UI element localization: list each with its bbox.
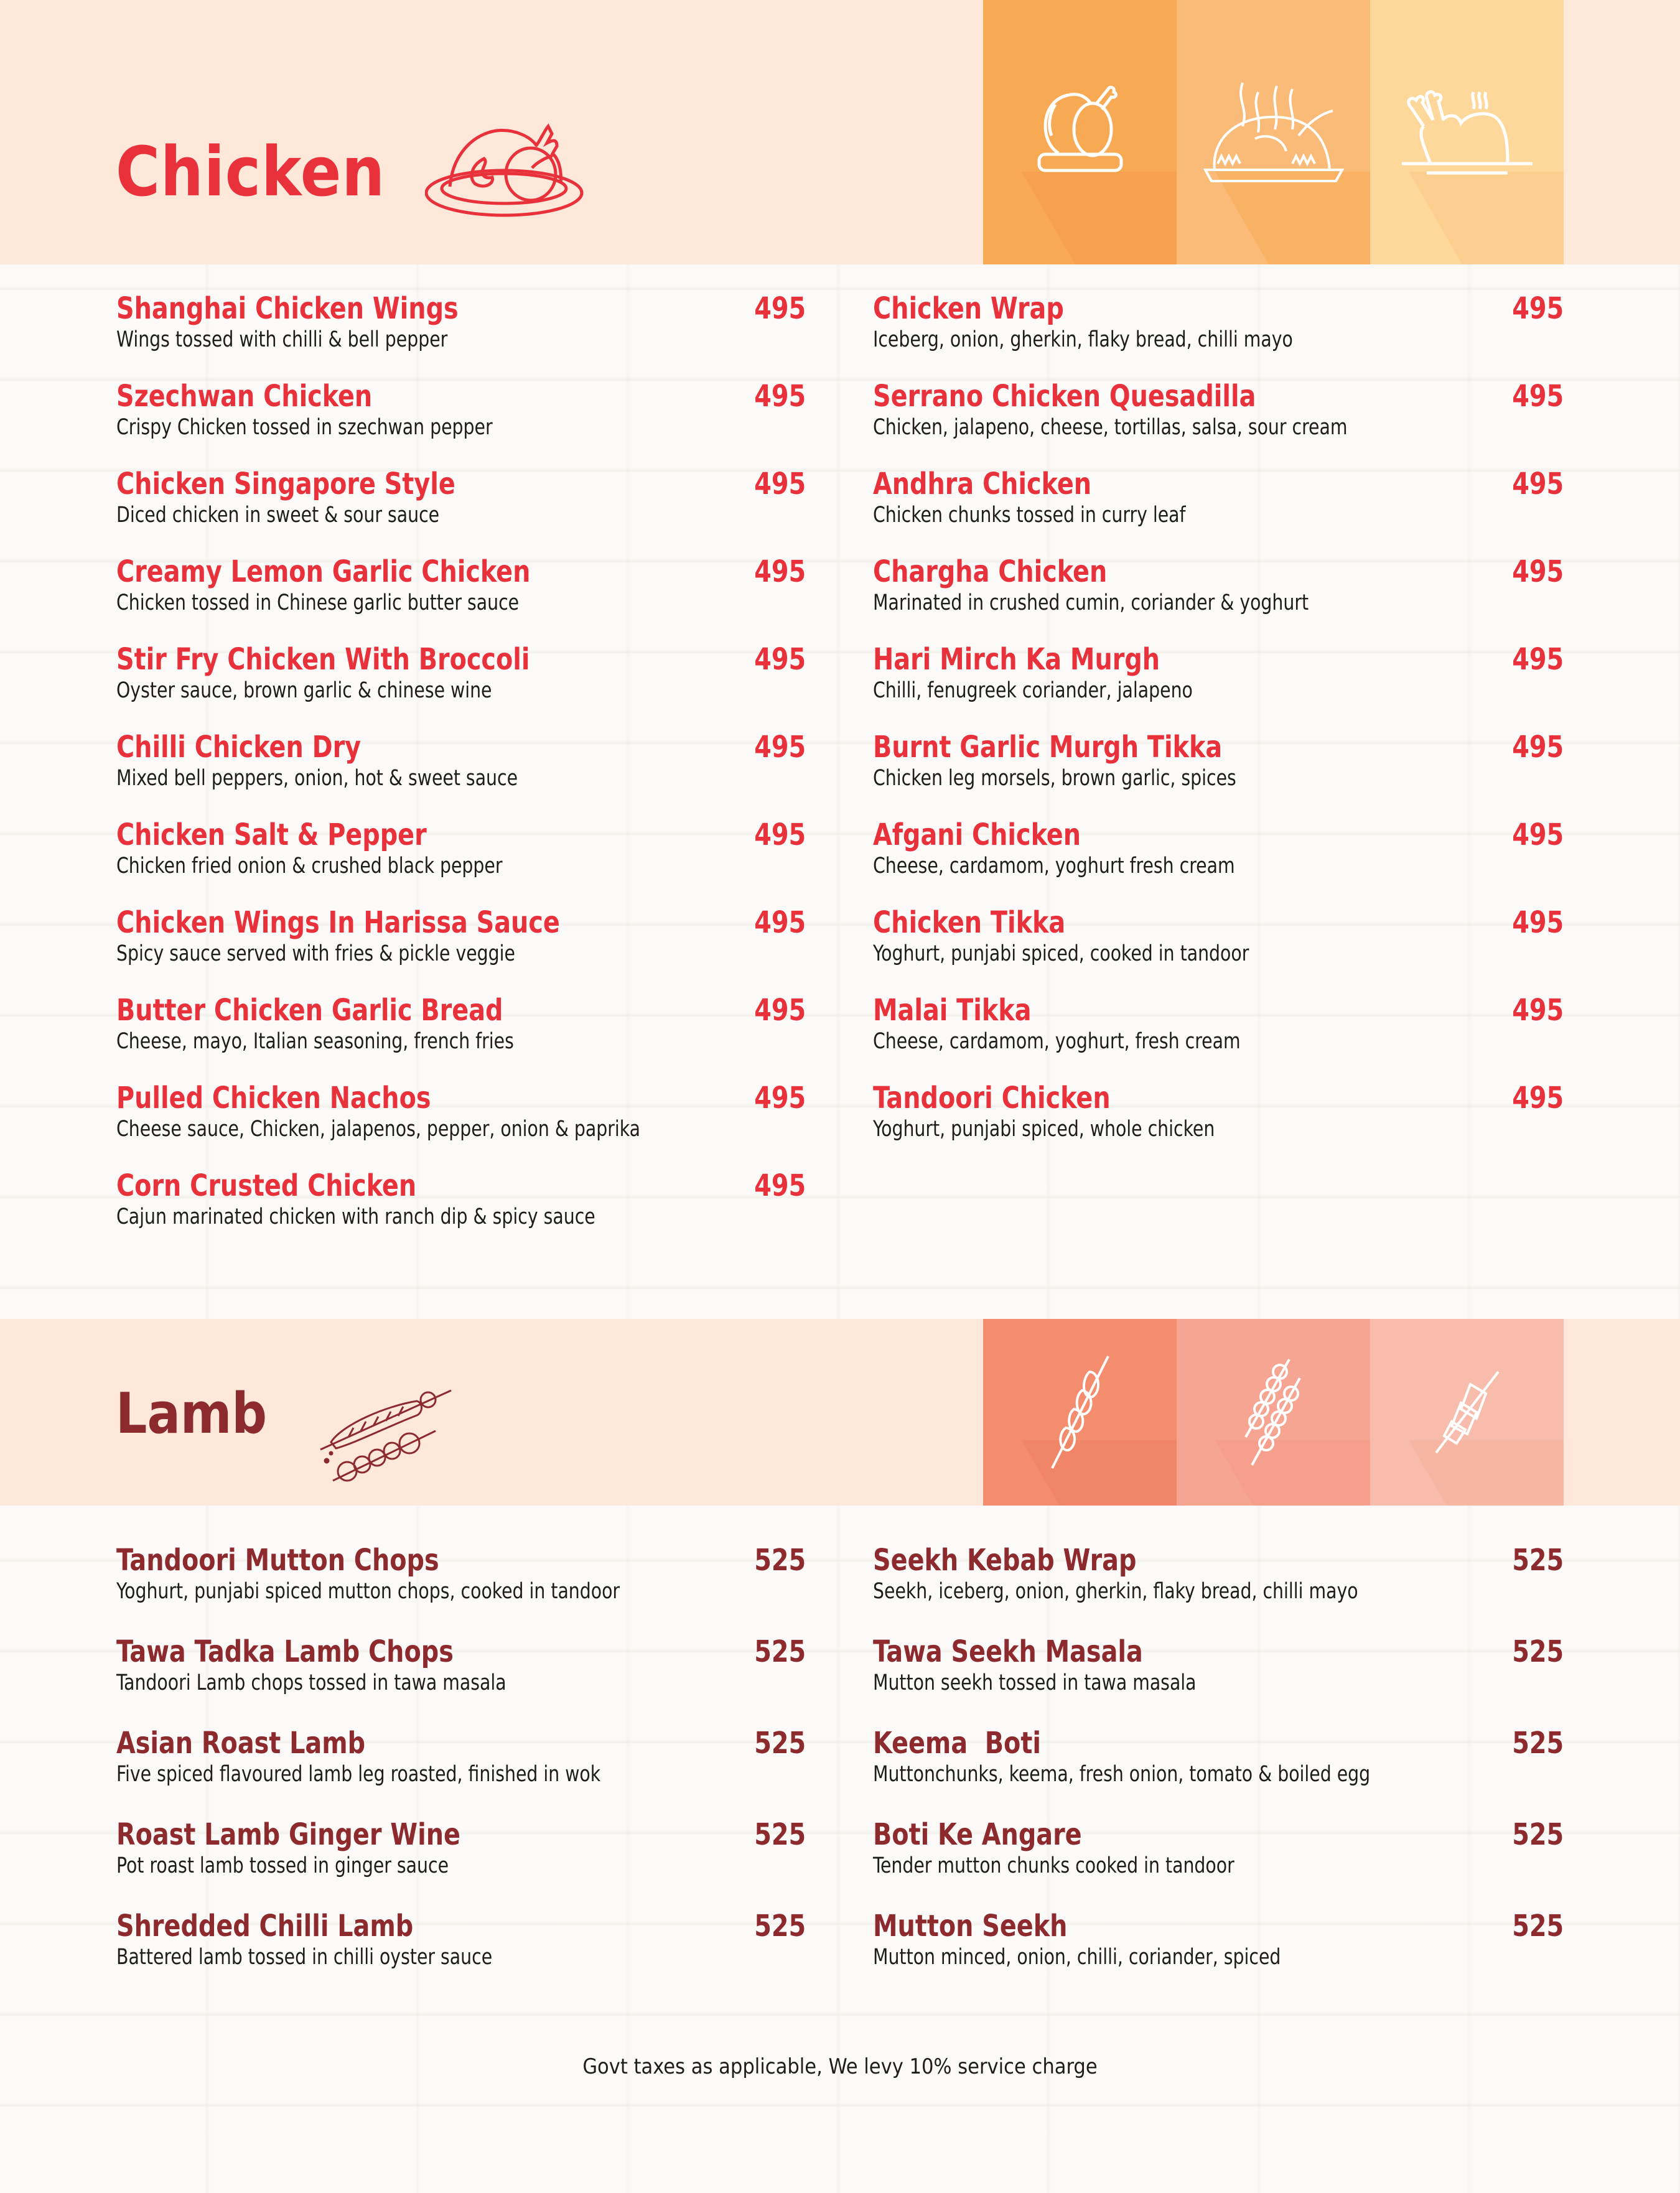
item-name: Chicken Salt & Pepper xyxy=(116,817,427,852)
section-title-lamb: Lamb xyxy=(116,1381,268,1446)
item-name: Creamy Lemon Garlic Chicken xyxy=(116,554,531,589)
item-description: Battered lamb tossed in chilli oyster sauce xyxy=(116,1945,493,1970)
item-price: 495 xyxy=(754,642,806,677)
item-price: 525 xyxy=(1512,1634,1564,1669)
item-description: Oyster sauce, brown garlic & chinese wine xyxy=(116,678,492,703)
item-name: Burnt Garlic Murgh Tikka xyxy=(873,730,1223,765)
item-description: Marinated in crushed cumin, coriander & yoghurt xyxy=(873,590,1309,615)
item-price: 525 xyxy=(754,1543,806,1578)
lamb-section-header xyxy=(0,1319,1680,1506)
item-description: Crispy Chicken tossed in szechwan pepper xyxy=(116,415,493,440)
item-description: Tender mutton chunks cooked in tandoor xyxy=(873,1853,1234,1878)
item-description: Spicy sauce served with fries & pickle veggie xyxy=(116,941,515,966)
item-price: 495 xyxy=(1512,1081,1564,1115)
item-price: 495 xyxy=(754,993,806,1028)
item-price: 495 xyxy=(754,1168,806,1203)
lamb-panel-1 xyxy=(983,1319,1177,1506)
lamb-panel-2 xyxy=(1177,1319,1370,1506)
item-price: 495 xyxy=(1512,379,1564,414)
chicken-panel-3 xyxy=(1370,0,1564,264)
item-price: 525 xyxy=(1512,1817,1564,1852)
item-name: Shanghai Chicken Wings xyxy=(116,291,459,326)
item-description: Cheese, mayo, Italian seasoning, french fries xyxy=(116,1029,514,1054)
item-description: Iceberg, onion, gherkin, flaky bread, chilli mayo xyxy=(873,327,1293,352)
item-description: Chicken chunks tossed in curry leaf xyxy=(873,503,1186,528)
lamb-panel-3 xyxy=(1370,1319,1564,1506)
item-name: Serrano Chicken Quesadilla xyxy=(873,379,1256,414)
roast-chicken-plate-icon xyxy=(1037,86,1124,179)
item-description: Cajun marinated chicken with ranch dip & spicy sauce xyxy=(116,1204,595,1229)
item-price: 495 xyxy=(754,905,806,940)
item-price: 525 xyxy=(1512,1726,1564,1761)
item-price: 495 xyxy=(754,467,806,501)
item-name: Seekh Kebab Wrap xyxy=(873,1543,1137,1578)
item-price: 525 xyxy=(754,1726,806,1761)
chicken-illustration-panels xyxy=(983,0,1564,264)
item-price: 495 xyxy=(1512,993,1564,1028)
chicken-drumsticks-icon xyxy=(1399,83,1536,182)
item-name: Hari Mirch Ka Murgh xyxy=(873,642,1160,677)
item-name: Szechwan Chicken xyxy=(116,379,373,414)
item-description: Pot roast lamb tossed in ginger sauce xyxy=(116,1853,449,1878)
skewer-icon xyxy=(1046,1353,1114,1471)
item-price: 495 xyxy=(1512,291,1564,326)
item-description: Seekh, iceberg, onion, gherkin, flaky bread, chilli mayo xyxy=(873,1579,1358,1604)
item-price: 495 xyxy=(754,379,806,414)
item-price: 495 xyxy=(1512,730,1564,765)
item-description: Yoghurt, punjabi spiced, whole chicken xyxy=(873,1117,1215,1142)
item-price: 525 xyxy=(754,1817,806,1852)
item-name: Chicken Tikka xyxy=(873,905,1066,940)
item-price: 525 xyxy=(1512,1543,1564,1578)
chicken-panel-1 xyxy=(983,0,1177,264)
item-description: Five spiced flavoured lamb leg roasted, finished in wok xyxy=(116,1762,601,1787)
item-name: Malai Tikka xyxy=(873,993,1032,1028)
item-description: Diced chicken in sweet & sour sauce xyxy=(116,503,440,528)
item-description: Chicken leg morsels, brown garlic, spices xyxy=(873,766,1236,791)
item-name: Tawa Tadka Lamb Chops xyxy=(116,1634,454,1669)
double-skewer-icon xyxy=(1243,1356,1305,1468)
kebab-skewers-icon xyxy=(317,1387,454,1487)
section-title-chicken: Chicken xyxy=(116,132,386,212)
lamb-illustration-panels xyxy=(983,1319,1564,1506)
item-price: 525 xyxy=(1512,1909,1564,1944)
chicken-section-header xyxy=(0,0,1680,264)
item-price: 495 xyxy=(1512,817,1564,852)
item-description: Mutton seekh tossed in tawa masala xyxy=(873,1670,1197,1695)
item-name: Tawa Seekh Masala xyxy=(873,1634,1143,1669)
item-description: Yoghurt, punjabi spiced, cooked in tandoor xyxy=(873,941,1249,966)
item-name: Chicken Wrap xyxy=(873,291,1064,326)
item-description: Chicken tossed in Chinese garlic butter sauce xyxy=(116,590,520,615)
item-description: Cheese, cardamom, yoghurt, fresh cream xyxy=(873,1029,1241,1054)
item-price: 495 xyxy=(754,817,806,852)
item-name: Keema Boti xyxy=(873,1726,1041,1761)
item-name: Chargha Chicken xyxy=(873,554,1108,589)
item-price: 525 xyxy=(754,1634,806,1669)
item-price: 495 xyxy=(754,1081,806,1115)
item-description: Tandoori Lamb chops tossed in tawa masala xyxy=(116,1670,506,1695)
item-description: Cheese, cardamom, yoghurt fresh cream xyxy=(873,854,1235,878)
chicken-panel-2 xyxy=(1177,0,1370,264)
steaming-roast-chicken-icon xyxy=(1199,77,1348,189)
item-name: Pulled Chicken Nachos xyxy=(116,1081,431,1115)
service-charge-note: Govt taxes as applicable, We levy 10% service charge xyxy=(582,2054,1098,2079)
item-name: Afgani Chicken xyxy=(873,817,1081,852)
item-price: 495 xyxy=(754,554,806,589)
item-description: Chilli, fenugreek coriander, jalapeno xyxy=(873,678,1193,703)
item-name: Stir Fry Chicken With Broccoli xyxy=(116,642,530,677)
item-name: Roast Lamb Ginger Wine xyxy=(116,1817,460,1852)
item-description: Yoghurt, punjabi spiced mutton chops, cooked in tandoor xyxy=(116,1579,620,1604)
item-price: 525 xyxy=(754,1909,806,1944)
item-price: 495 xyxy=(754,291,806,326)
item-name: Tandoori Mutton Chops xyxy=(116,1543,439,1578)
item-name: Shredded Chilli Lamb xyxy=(116,1909,414,1944)
roast-chicken-icon xyxy=(425,121,584,218)
item-price: 495 xyxy=(754,730,806,765)
item-name: Boti Ke Angare xyxy=(873,1817,1082,1852)
item-price: 495 xyxy=(1512,905,1564,940)
item-description: Mutton minced, onion, chilli, coriander, spiced xyxy=(873,1945,1281,1970)
item-price: 495 xyxy=(1512,642,1564,677)
item-description: Chicken fried onion & crushed black pepper xyxy=(116,854,503,878)
item-name: Chicken Wings In Harissa Sauce xyxy=(116,905,560,940)
item-description: Cheese sauce, Chicken, jalapenos, pepper, onion & paprika xyxy=(116,1117,641,1142)
item-name: Andhra Chicken xyxy=(873,467,1092,501)
item-description: Mixed bell peppers, onion, hot & sweet sauce xyxy=(116,766,518,791)
item-name: Asian Roast Lamb xyxy=(116,1726,366,1761)
item-name: Chicken Singapore Style xyxy=(116,467,455,501)
item-description: Muttonchunks, keema, fresh onion, tomato & boiled egg xyxy=(873,1762,1371,1787)
item-name: Chilli Chicken Dry xyxy=(116,730,362,765)
item-name: Butter Chicken Garlic Bread xyxy=(116,993,503,1028)
kebab-skewer-icon xyxy=(1433,1369,1501,1456)
item-price: 495 xyxy=(1512,554,1564,589)
item-name: Corn Crusted Chicken xyxy=(116,1168,417,1203)
item-name: Mutton Seekh xyxy=(873,1909,1068,1944)
item-description: Wings tossed with chilli & bell pepper xyxy=(116,327,448,352)
item-price: 495 xyxy=(1512,467,1564,501)
item-name: Tandoori Chicken xyxy=(873,1081,1111,1115)
item-description: Chicken, jalapeno, cheese, tortillas, salsa, sour cream xyxy=(873,415,1348,440)
